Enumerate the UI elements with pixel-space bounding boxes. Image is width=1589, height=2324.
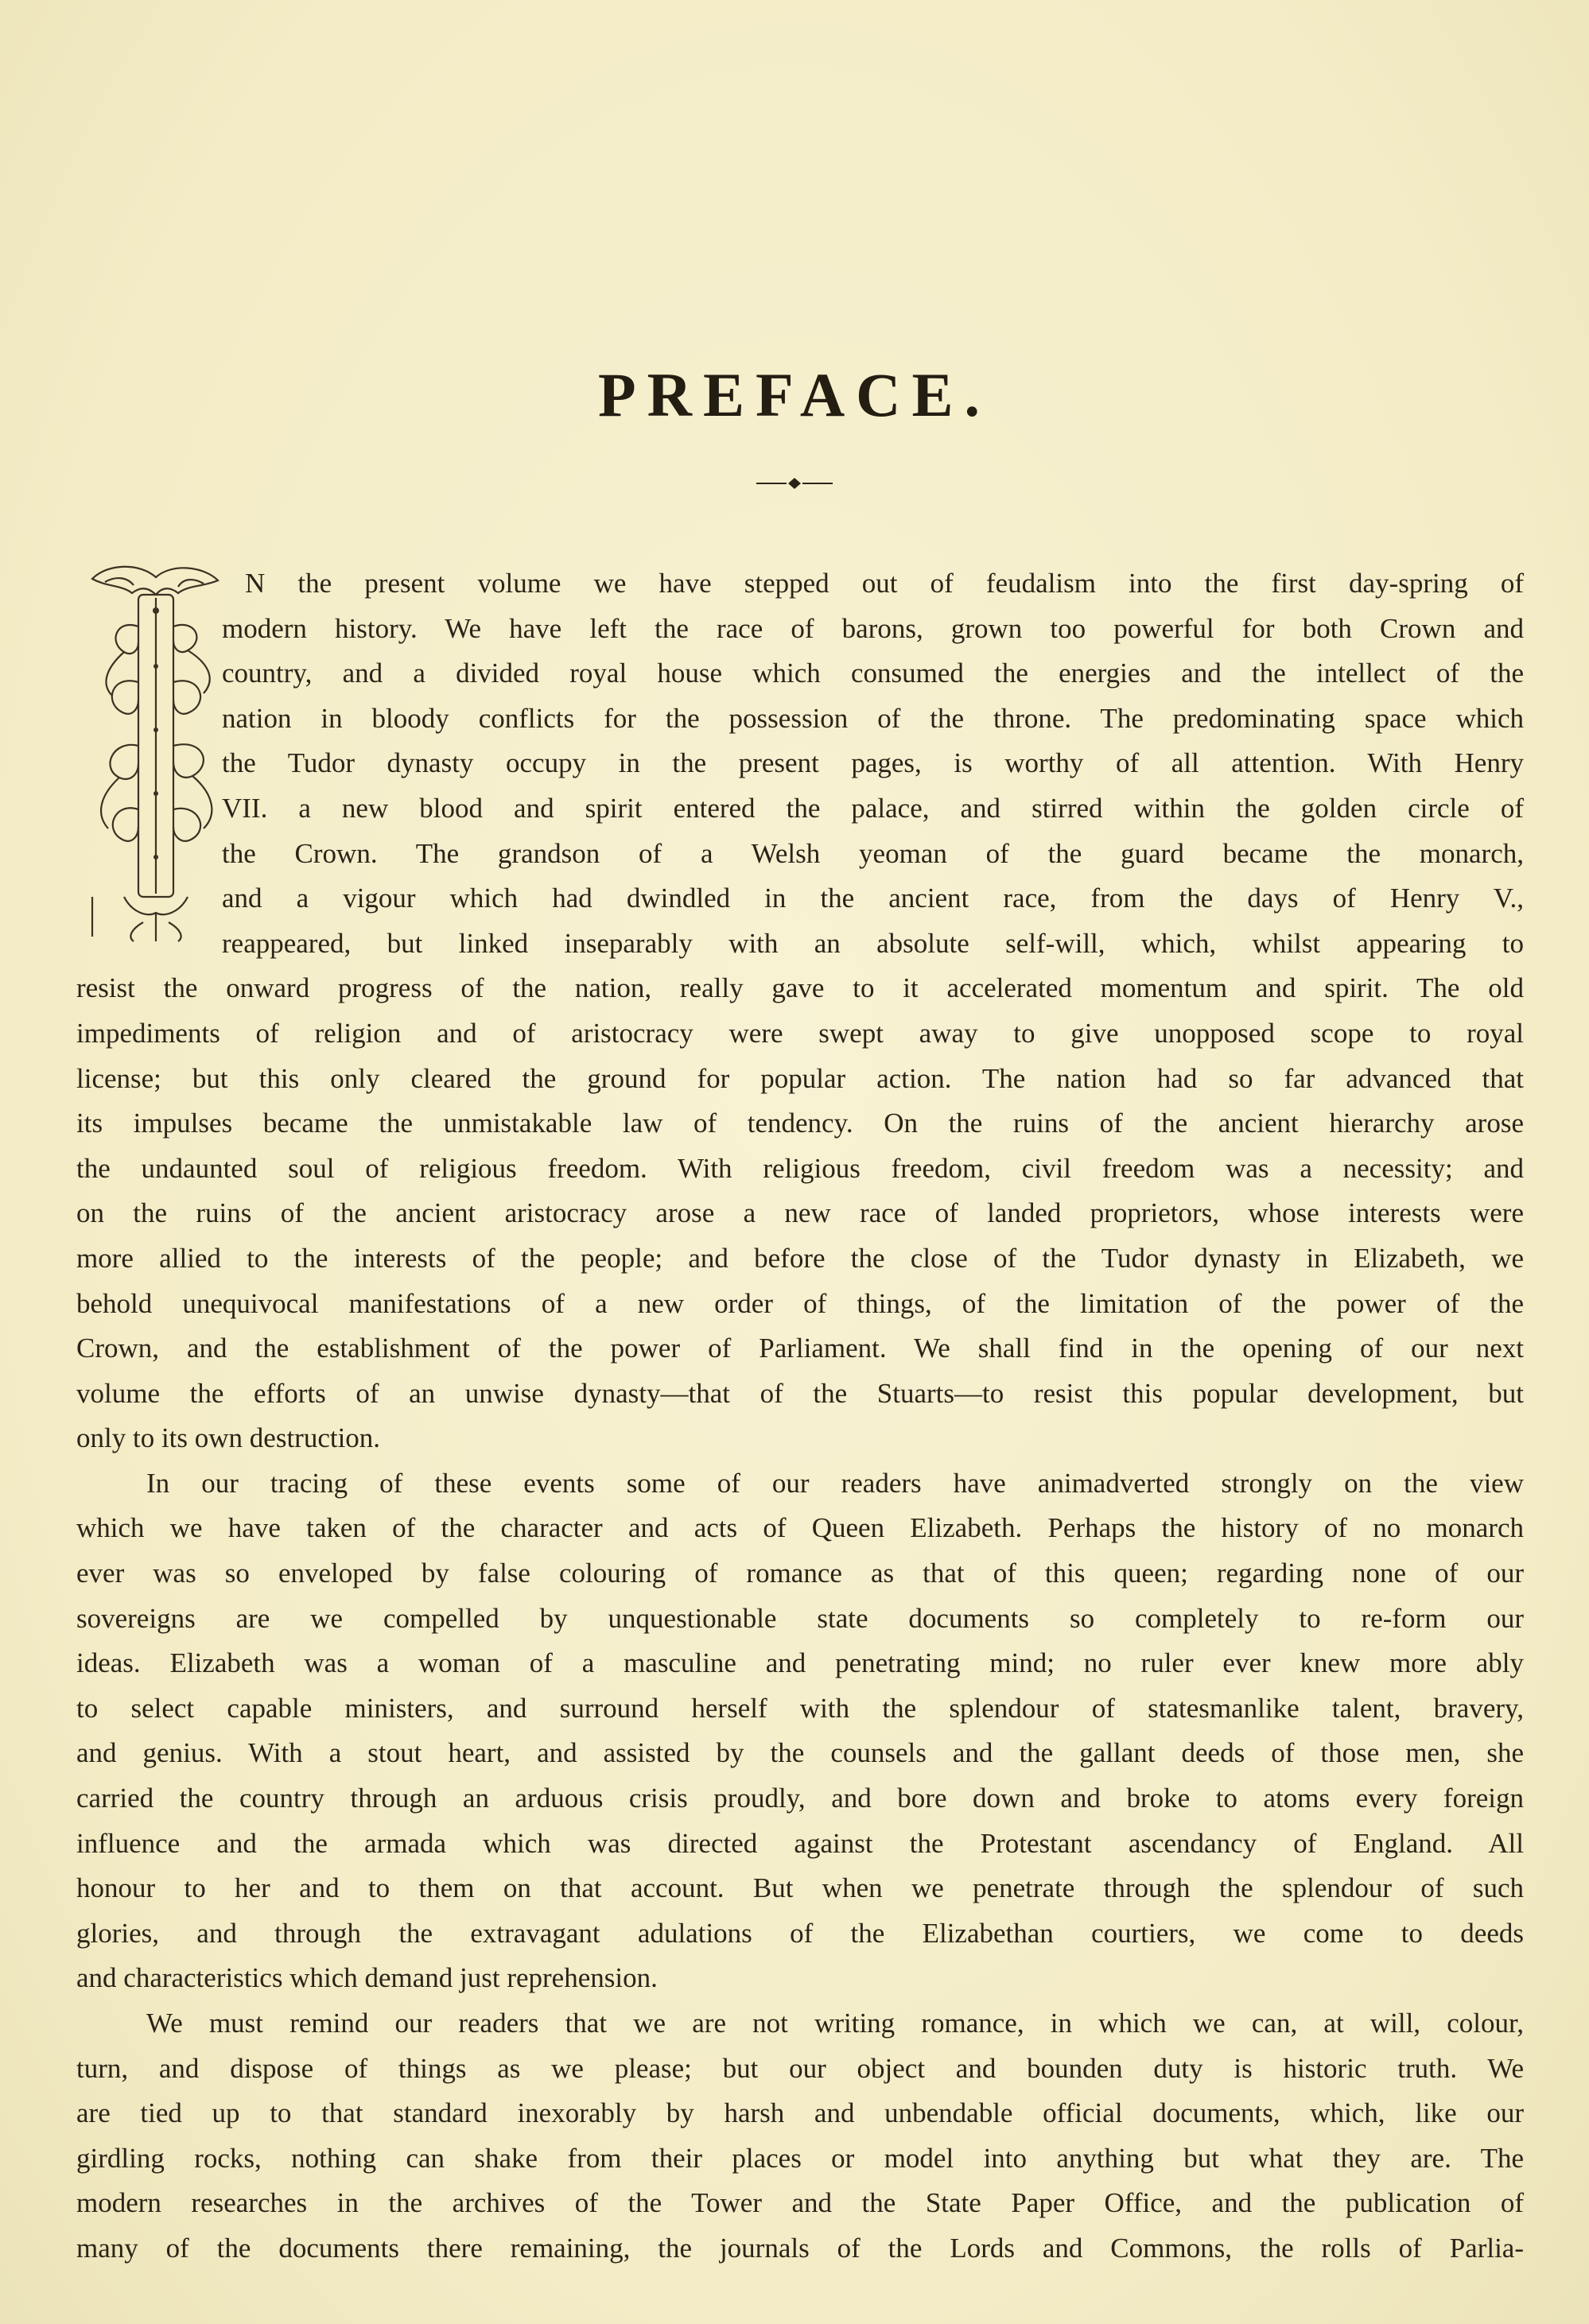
- text-line: modern history. We have left the race of barons, grown too powerful for both Crown and: [222, 612, 1524, 644]
- body-text: [76, 561, 1524, 2272]
- text-line: the undaunted soul of religious freedom. With religious freedom, civil freedom was a necessity; and: [76, 1152, 1524, 1184]
- text-line: the Tudor dynasty occupy in the present pages, is worthy of all attention. With Henry: [222, 747, 1524, 779]
- text-line: and characteristics which demand just reprehension.: [76, 1962, 658, 1994]
- text-line: honour to her and to them on that account. But when we penetrate through the splendour of such: [76, 1872, 1524, 1904]
- text-line: modern researches in the archives of the Tower and the State Paper Office, and the publication of: [76, 2187, 1524, 2219]
- text-line: license; but this only cleared the ground for popular action. The nation had so far advanced that: [76, 1062, 1524, 1094]
- text-line: behold unequivocal manifestations of a new order of things, of the limitation of the power of the: [76, 1287, 1524, 1319]
- text-line: more allied to the interests of the people; and before the close of the Tudor dynasty in Elizabeth, we: [76, 1242, 1524, 1274]
- text-line: its impulses became the unmistakable law of tendency. On the ruins of the ancient hierarchy arose: [76, 1108, 1524, 1139]
- text-line: and genius. With a stout heart, and assisted by the counsels and the gallant deeds of those men, she: [76, 1737, 1524, 1769]
- text-line: In our tracing of these events some of our readers have animadverted strongly on the view: [146, 1467, 1524, 1499]
- text-line: girdling rocks, nothing can shake from their places or model into anything but what they are. The: [76, 2142, 1524, 2174]
- text-line: the Crown. The grandson of a Welsh yeoman of the guard became the monarch,: [222, 837, 1524, 869]
- text-line: ideas. Elizabeth was a woman of a masculine and penetrating mind; no ruler ever knew more ably: [76, 1647, 1524, 1679]
- text-line: volume the efforts of an unwise dynasty—that of the Stuarts—to resist this popular development, but: [76, 1377, 1524, 1409]
- title-ornament-divider: [755, 475, 834, 491]
- text-line: only to its own destruction.: [76, 1422, 381, 1454]
- text-line: Crown, and the establishment of the power of Parliament. We shall find in the opening of our next: [76, 1333, 1524, 1364]
- text-line: sovereigns are we compelled by unquestionable state documents so completely to re-form our: [76, 1602, 1524, 1634]
- text-line: influence and the armada which was directed against the Protestant ascendancy of England. All: [76, 1827, 1524, 1859]
- text-line: VII. a new blood and spirit entered the palace, and stirred within the golden circle of: [222, 792, 1524, 824]
- text-line: on the ruins of the ancient aristocracy arose a new race of landed proprietors, whose interests were: [76, 1197, 1524, 1229]
- text-line: are tied up to that standard inexorably by harsh and unbendable official documents, which, like our: [76, 2097, 1524, 2129]
- text-line: resist the onward progress of the nation, really gave to it accelerated momentum and spirit. The old: [76, 972, 1524, 1004]
- text-line: reappeared, but linked inseparably with an absolute self-will, which, whilst appearing to: [222, 927, 1524, 959]
- text-line: carried the country through an arduous crisis proudly, and bore down and broke to atoms every foreign: [76, 1783, 1524, 1814]
- text-line: which we have taken of the character and acts of Queen Elizabeth. Perhaps the history of no monarch: [76, 1512, 1524, 1544]
- text-line: ever was so enveloped by false colouring of romance as that of this queen; regarding none of our: [76, 1558, 1524, 1589]
- text-line: N the present volume we have stepped out of feudalism into the first day-spring of: [245, 568, 1524, 599]
- page-title: PREFACE.: [597, 360, 992, 429]
- text-line: impediments of religion and of aristocracy were swept away to give unopposed scope to royal: [76, 1017, 1524, 1049]
- text-line: to select capable ministers, and surround herself with the splendour of statesmanlike talent, bravery,: [76, 1692, 1524, 1724]
- text-line: turn, and dispose of things as we please; but our object and bounden duty is historic truth. We: [76, 2052, 1524, 2084]
- text-line: We must remind our readers that we are not writing romance, in which we can, at will, colour,: [146, 2008, 1524, 2039]
- text-line: glories, and through the extravagant adulations of the Elizabethan courtiers, we come to deeds: [76, 1917, 1524, 1949]
- text-line: country, and a divided royal house which consumed the energies and the intellect of the: [222, 658, 1524, 689]
- text-line: nation in bloody conflicts for the possession of the throne. The predominating space which: [222, 702, 1524, 734]
- text-line: many of the documents there remaining, the journals of the Lords and Commons, the rolls of Parlia-: [76, 2232, 1524, 2264]
- text-line: and a vigour which had dwindled in the ancient race, from the days of Henry V.,: [222, 883, 1524, 914]
